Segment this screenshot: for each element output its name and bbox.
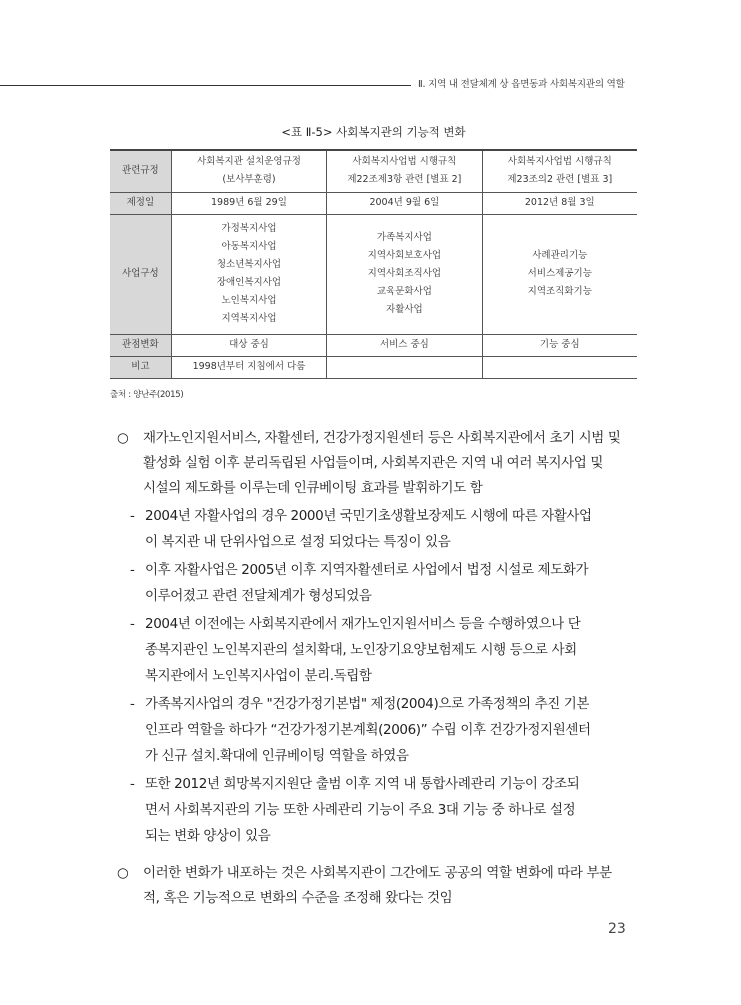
bullet-line: 또한 2012년 희망복지지원단 출범 이후 지역 내 통합사례관리 기능이 강조되 — [145, 776, 580, 792]
header-rule — [0, 85, 411, 86]
cell-text: (보사부훈령) — [222, 174, 276, 186]
table-row — [110, 192, 637, 214]
row-header-cell: 관점변화 — [110, 334, 171, 356]
cell-text: 지역사회보호사업 — [367, 250, 442, 261]
paragraph-line: 재가노인지원서비스, 자활센터, 건강가정지원센터 등은 사회복지관에서 초기 시범 및 — [143, 430, 621, 446]
bullet-line: 인프라 역할을 하다가 “건강가정기본계획(2006)” 수립 이후 건강가정지원센터 — [145, 722, 591, 738]
table-row — [110, 356, 637, 378]
row-header-cell: 제정일 — [110, 192, 171, 214]
cell-text: 제22조제3항 관련 [별표 2] — [347, 174, 462, 186]
table-cell — [171, 214, 326, 334]
table-cell — [482, 214, 637, 334]
row-header-cell: 관련규정 — [110, 150, 171, 192]
dash-mark: - — [130, 616, 135, 632]
cell-text: 청소년복지사업 — [216, 259, 282, 270]
table-cell — [482, 356, 637, 378]
paragraph-line: 적, 혹은 기능적으로 변화의 수준을 조정해 왔다는 것임 — [143, 890, 453, 906]
bullet-line: 이루어졌고 관련 전달체계가 형성되었음 — [145, 588, 372, 604]
cell-text: 1989년 6월 29일 — [211, 197, 287, 208]
cell-text: 서비스제공기능 — [527, 268, 592, 279]
dash-bullet-item — [113, 503, 645, 555]
body-text — [113, 426, 645, 911]
cell-text: 사회복지사업법 시행규칙 — [352, 156, 457, 168]
bullet-line: 이 복지관 내 단위사업으로 설정 되었다는 특징이 있음 — [145, 534, 451, 550]
cell-text: 지역사회조직사업 — [367, 268, 442, 279]
dash-mark: - — [130, 508, 135, 524]
table-row — [110, 334, 637, 356]
table-cell — [171, 192, 326, 214]
cell-text: 사회복지사업법 시행규칙 — [507, 156, 612, 168]
cell-text: 대상 중심 — [229, 339, 269, 350]
table-cell — [171, 334, 326, 356]
cell-text: 1998년부터 지침에서 다룸 — [192, 361, 306, 372]
dash-bullet-item — [113, 771, 645, 849]
circle-bullet-mark: ○ — [117, 430, 129, 446]
table-cell — [171, 356, 326, 378]
table-cell — [327, 214, 482, 334]
dash-mark: - — [130, 776, 135, 792]
dash-bullet-item — [113, 611, 645, 689]
cell-text: 아동복지사업 — [221, 241, 277, 252]
table-caption: <표 Ⅱ-5> 사회복지관의 기능적 변화 — [281, 125, 466, 139]
table-cell — [327, 334, 482, 356]
running-header: Ⅱ. 지역 내 전달체계 상 읍면동과 사회복지관의 역할 — [418, 79, 625, 90]
table-cell — [327, 356, 482, 378]
bullet-line: 가족복지사업의 경우 "건강가정기본법" 제정(2004)으로 가족정책의 추진 기본 — [145, 696, 590, 712]
cell-text: 장애인복지사업 — [216, 277, 282, 288]
table-cell — [327, 150, 482, 192]
paragraph-line: 이러한 변화가 내포하는 것은 사회복지관이 그간에도 공공의 역할 변화에 따라 부분 — [143, 865, 612, 881]
dash-bullet-item — [113, 557, 645, 609]
cell-text: 자활사업 — [386, 304, 423, 315]
bullet-line: 2004년 이전에는 사회복지관에서 재가노인지원서비스 등을 수행하였으나 단 — [145, 616, 581, 632]
table-cell — [327, 192, 482, 214]
paragraph-line: 활성화 실험 이후 분리독립된 사업들이며, 사회복지관은 지역 내 여러 복지사업 및 — [143, 455, 603, 471]
cell-text: 서비스 중심 — [379, 339, 429, 350]
table-cell — [482, 192, 637, 214]
cell-text: 노인복지사업 — [221, 295, 277, 306]
cell-text: 지역조직화기능 — [527, 286, 592, 297]
circle-bullet-mark: ○ — [117, 865, 129, 881]
table-cell — [171, 150, 326, 192]
bullet-line: 가 신규 설치.확대에 인큐베이팅 역할을 하였음 — [145, 748, 409, 764]
dash-mark: - — [130, 562, 135, 578]
table-source: 출처 : 양난주(2015) — [110, 390, 184, 400]
cell-text: 사례관리기능 — [532, 250, 588, 261]
dash-mark: - — [130, 696, 135, 712]
function-change-table — [110, 149, 637, 379]
cell-text: 2012년 8월 3일 — [524, 197, 595, 208]
bullet-line: 2004년 자활사업의 경우 2000년 국민기초생활보장제도 시행에 따른 자활사업 — [145, 508, 592, 524]
table-row — [110, 150, 637, 192]
bullet-line: 되는 변화 양상이 있음 — [145, 828, 271, 844]
bullet-line: 종복지관인 노인복지관의 설치확대, 노인장기요양보험제도 시행 등으로 사회 — [145, 642, 577, 658]
cell-text: 사회복지관 설치운영규정 — [196, 156, 301, 168]
table-row — [110, 214, 637, 334]
paragraph-1 — [113, 426, 645, 501]
page-number: 23 — [608, 921, 626, 937]
cell-text: 2004년 9월 6일 — [369, 197, 440, 208]
paragraph-line: 시설의 제도화를 이루는데 인큐베이팅 효과를 발휘하기도 함 — [143, 480, 483, 496]
dash-bullet-item — [113, 691, 645, 769]
row-header-cell: 비고 — [110, 356, 171, 378]
cell-text: 제23조의2 관련 [별표 3] — [507, 174, 613, 186]
cell-text: 교육문화사업 — [376, 286, 432, 297]
bullet-line: 면서 사회복지관의 기능 또한 사례관리 기능이 주요 3대 기능 중 하나로 설정 — [145, 802, 576, 818]
row-header-cell: 사업구성 — [110, 214, 171, 334]
table-cell — [482, 150, 637, 192]
cell-text: 지역복지사업 — [221, 313, 277, 324]
dash-bullet-list — [113, 503, 645, 849]
cell-text: 가족복지사업 — [376, 232, 432, 243]
cell-text: 기능 중심 — [539, 339, 580, 350]
paragraph-2 — [113, 861, 645, 911]
cell-text: 가정복지사업 — [221, 223, 277, 234]
bullet-line: 복지관에서 노인복지사업이 분리.독립함 — [145, 668, 372, 684]
bullet-line: 이후 자활사업은 2005년 이후 지역자활센터로 사업에서 법정 시설로 제도화가 — [145, 562, 589, 578]
table-cell — [482, 334, 637, 356]
